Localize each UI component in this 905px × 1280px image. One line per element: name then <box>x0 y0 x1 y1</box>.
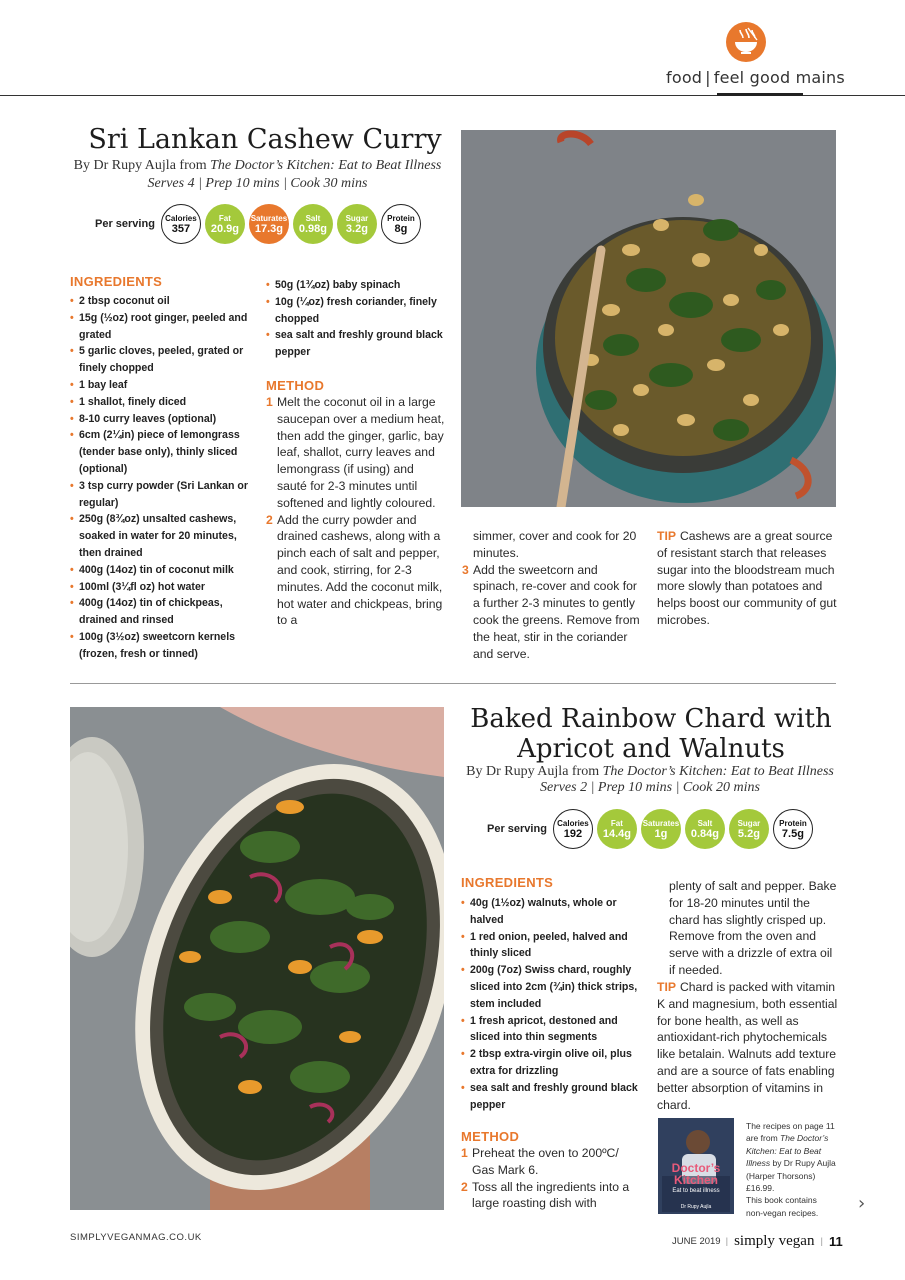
book-cover-subtitle: Eat to beat illness <box>672 1188 720 1194</box>
book-cover-title <box>658 1162 734 1186</box>
recipe2-title <box>456 704 846 764</box>
ingredient-item: • 100ml (3¼fl oz) hot water <box>70 579 250 596</box>
ingredient-item: • 8-10 curry leaves (optional) <box>70 411 250 428</box>
per-serving-label: Per serving <box>487 823 547 835</box>
ingredient-item: • 50g (1¾oz) baby spinach <box>266 277 446 294</box>
book-credit-title: The Doctor’s Kitchen: Eat to Beat Illness <box>746 1133 829 1169</box>
recipe1-ingredients-heading: INGREDIENTS <box>70 274 163 289</box>
nutrition-badge: Salt 0.98g <box>293 204 333 244</box>
recipe2-method <box>461 1145 641 1212</box>
byline-prefix: By Dr Rupy Aujla from <box>466 764 600 779</box>
nutrition-badge: Calories 192 <box>553 809 593 849</box>
recipe2-ingredients-heading: INGREDIENTS <box>461 875 554 890</box>
footer-website: SIMPLYVEGANMAG.CO.UK <box>70 1232 202 1243</box>
page-number: 11 <box>828 1234 843 1249</box>
nutrition-badge: Fat 14.4g <box>597 809 637 849</box>
recipe2-serves: Serves 2 | Prep 10 mins | Cook 20 mins <box>540 780 760 795</box>
ingredient-item: • 10g (¼oz) fresh coriander, finely chopped <box>266 294 446 328</box>
tip-label: TIP <box>657 529 676 543</box>
step-number: 1 <box>266 395 273 409</box>
step-text: Melt the coconut oil in a large saucepan over a medium heat, then add the ginger, garlic, bay leaf, shallot, curry leaves and lemongrass (if using) and sauté for 2-3 minutes until softened and lightly coloured. <box>277 395 445 510</box>
book-credit-note: This book contains non-vegan recipes. <box>746 1195 819 1218</box>
recipe2-ingredients-list <box>461 895 643 1113</box>
ingredient-item: • 40g (1½oz) walnuts, whole or halved <box>461 895 643 929</box>
recipe2-photo <box>70 707 444 1210</box>
footer-issue-info: JUNE 2019 | simply vegan | 11 <box>672 1233 843 1249</box>
method-step <box>462 562 640 663</box>
recipe2-method-cont <box>658 878 840 979</box>
recipe1-tip <box>657 528 837 629</box>
recipe2-method-heading: METHOD <box>461 1129 520 1144</box>
nutrition-badge: Calories 357 <box>161 204 201 244</box>
recipe2-byline <box>455 764 845 780</box>
ingredient-item: • 200g (7oz) Swiss chard, roughly sliced into 2cm (¾in) thick strips, stem included <box>461 962 643 1012</box>
recipe1-ingredients-list <box>70 293 250 663</box>
footer-issue: JUNE 2019 <box>672 1236 721 1247</box>
ingredient-item: • 1 bay leaf <box>70 377 250 394</box>
nutrition-badge: Protein 8g <box>381 204 421 244</box>
ingredient-item: • 3 tsp curry powder (Sri Lankan or regular) <box>70 478 250 512</box>
per-serving-label: Per serving <box>95 218 155 230</box>
ingredient-item: • 1 red onion, peeled, halved and thinly sliced <box>461 929 643 963</box>
method-step-cont <box>658 878 840 979</box>
recipe2-tip <box>657 979 839 1113</box>
ingredient-item: • 400g (14oz) tin of coconut milk <box>70 562 250 579</box>
ingredient-item: • sea salt and freshly ground black pepper <box>461 1080 643 1114</box>
recipe1-photo <box>461 130 836 507</box>
recipe-divider <box>70 683 836 684</box>
footer-brand: simply vegan <box>734 1233 815 1249</box>
recipe1-method-cont <box>462 528 640 662</box>
nutrition-badge: Sugar 5.2g <box>729 809 769 849</box>
section-label: food | feel good mains <box>666 68 845 87</box>
tip-text: Cashews are a great source of resistant starch that releases sugar into the bloodstream much more slowly than potatoes and helps boost our community of gut microbes. <box>657 529 837 627</box>
ingredient-item: • 1 shallot, finely diced <box>70 394 250 411</box>
ingredient-item: • 5 garlic cloves, peeled, grated or finely chopped <box>70 343 250 377</box>
method-step <box>266 512 446 630</box>
ingredient-item: • 100g (3½oz) sweetcorn kernels (frozen, fresh or tinned) <box>70 629 250 663</box>
recipe1-method <box>266 394 446 629</box>
book-cover-title-line1: Doctor’s <box>671 1161 721 1175</box>
step-text: plenty of salt and pepper. Bake for 18-20 minutes until the chard has slightly crisped up. Remove from the oven and serve with a drizzle of extra oil if needed. <box>669 879 837 977</box>
recipe1-ingredients-list-cont <box>266 277 446 361</box>
subsection-name: feel good mains <box>713 68 845 87</box>
method-step <box>461 1145 641 1179</box>
ingredient-item: • 6cm (2¼in) piece of lemongrass (tender base only), thinly sliced (optional) <box>70 427 250 477</box>
method-step <box>266 394 446 512</box>
nutrition-badge: Saturates 17.3g <box>249 204 289 244</box>
nutrition-badge: Saturates 1g <box>641 809 681 849</box>
book-cover-image <box>658 1118 734 1214</box>
recipe1-title: Sri Lankan Cashew Curry <box>88 124 442 155</box>
section-name: food <box>666 68 703 87</box>
nutrition-badge: Salt 0.84g <box>685 809 725 849</box>
byline-prefix: By Dr Rupy Aujla from <box>73 158 207 173</box>
step-text: simmer, cover and cook for 20 minutes. <box>473 529 637 560</box>
book-cover-title-line2: Kitchen <box>673 1173 718 1187</box>
ingredient-item: • 250g (8¾oz) unsalted cashews, soaked in water for 20 minutes, then drained <box>70 511 250 561</box>
recipe2-nutrition <box>487 809 817 849</box>
ingredient-item: • 400g (14oz) tin of chickpeas, drained and rinsed <box>70 595 250 629</box>
recipe1-byline <box>60 158 455 174</box>
byline-book-title: The Doctor’s Kitchen: Eat to Beat Illness <box>210 158 442 173</box>
recipe2-title-line1: Baked Rainbow Chard with <box>470 704 832 734</box>
recipe2-title-line2: Apricot and Walnuts <box>517 734 785 764</box>
header-divider-accent <box>717 93 803 96</box>
step-text: Add the sweetcorn and spinach, re-cover and cook for a further 2-3 minutes to gently cook the greens. Remove from the heat, stir in the coriander and serve. <box>473 562 640 661</box>
step-number: 1 <box>461 1146 468 1160</box>
ingredient-item: • 15g (½oz) root ginger, peeled and grated <box>70 310 250 344</box>
ingredient-item: • 2 tbsp extra-virgin olive oil, plus extra for drizzling <box>461 1046 643 1080</box>
book-credit-prefix: The recipes on page 11 are from <box>746 1121 835 1144</box>
next-page-chevron-icon[interactable]: › <box>858 1193 866 1214</box>
ingredient-item: • 2 tbsp coconut oil <box>70 293 250 310</box>
book-credit <box>746 1120 836 1219</box>
step-text: Add the curry powder and drained cashews, along with a pinch each of salt and pepper, and cook, stirring, for 2-3 minutes. Add the coconut milk, hot water and chickpeas, bring to a <box>277 512 443 628</box>
nutrition-badge: Sugar 3.2g <box>337 204 377 244</box>
nutrition-badge: Fat 20.9g <box>205 204 245 244</box>
recipe1-method-heading: METHOD <box>266 378 325 393</box>
magazine-section-logo <box>726 22 766 62</box>
recipe1-nutrition <box>95 204 425 244</box>
book-cover-author: Dr Rupy Aujla <box>680 1204 712 1210</box>
step-number: 2 <box>266 512 273 527</box>
tip-text: Chard is packed with vitamin K and magnesium, both essential for bone health, as well as antioxidant-rich phytochemicals like betalain. Walnuts add texture and are a source of fats enabling better absorption of vitamins in chard. <box>657 980 838 1112</box>
bowl-noodles-icon <box>726 22 766 62</box>
tip-label: TIP <box>657 980 676 994</box>
step-number: 2 <box>461 1179 468 1194</box>
step-text: Preheat the oven to 200ºC/ Gas Mark 6. <box>472 1146 619 1177</box>
recipe1-serves: Serves 4 | Prep 10 mins | Cook 30 mins <box>147 176 368 191</box>
method-step <box>461 1179 641 1213</box>
nutrition-badge: Protein 7.5g <box>773 809 813 849</box>
book-credit-suffix: by Dr Rupy Aujla (Harper Thorsons) £16.99. <box>746 1158 836 1194</box>
step-text: Toss all the ingredients into a large roasting dish with <box>472 1179 630 1211</box>
byline-book-title: The Doctor’s Kitchen: Eat to Beat Illness <box>602 764 834 779</box>
step-number: 3 <box>462 562 469 577</box>
ingredient-item: • 1 fresh apricot, destoned and sliced into thin segments <box>461 1013 643 1047</box>
method-step-cont <box>462 528 640 562</box>
ingredient-item: • sea salt and freshly ground black pepper <box>266 327 446 361</box>
